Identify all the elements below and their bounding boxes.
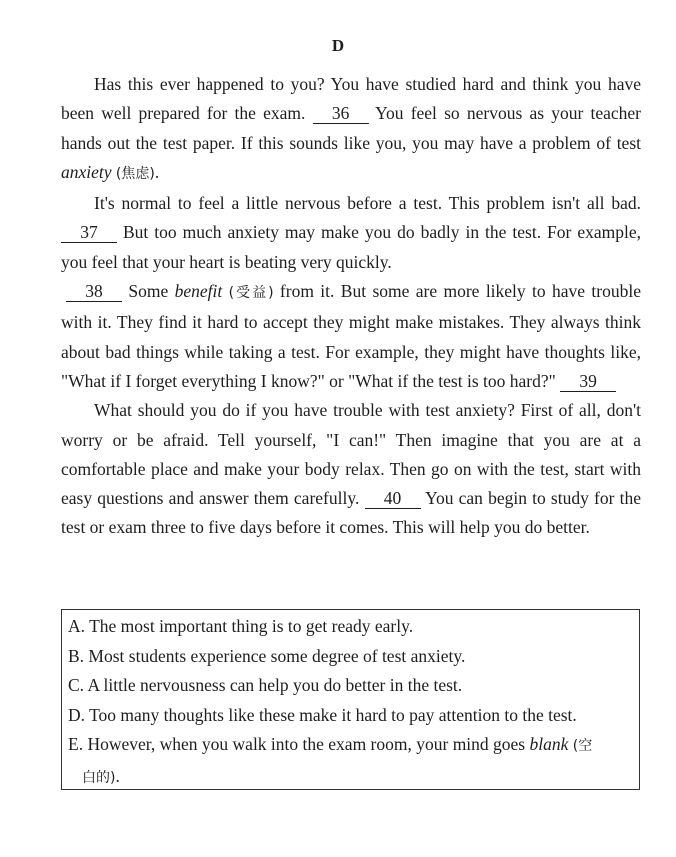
term-benefit: benefit bbox=[174, 281, 223, 302]
paragraph-3-text-b: from it. But some are more likely to have trouble with it. They find it hard to accept they might make mistakes. They always think about bad things while taking a test. For example, they might have thoughts like, "What if I forget everything I know?" or "What if the test is too hard?" bbox=[61, 281, 641, 391]
blank-38[interactable]: 38 bbox=[66, 281, 122, 302]
section-heading: D bbox=[331, 36, 345, 55]
term-blank-cn-1: (空 bbox=[572, 738, 593, 754]
option-b[interactable]: B. Most students experience some degree of test anxiety. bbox=[68, 645, 466, 666]
option-e-end: . bbox=[115, 765, 120, 786]
paragraph-1 bbox=[61, 70, 641, 189]
term-anxiety: anxiety bbox=[61, 161, 112, 182]
paragraph-4 bbox=[61, 396, 641, 542]
paragraph-4-text-a: What should you do if you have trouble with test anxiety? First of all, don't worry or be afraid. Tell yourself, "I can!" Then imagine that you are at a comfortable place and make your body relax. Then go on with the test, start with easy questions and answer them carefully. bbox=[61, 400, 641, 509]
paragraph-1-text-a: Has this ever happened to you? You have studied hard and think you have been well prepared for the exam. bbox=[61, 74, 641, 124]
option-d[interactable]: D. Too many thoughts like these make it hard to pay attention to the test. bbox=[68, 704, 577, 725]
option-c[interactable]: C. A little nervousness can help you do better in the test. bbox=[68, 675, 463, 695]
paragraph-4-text-b: You can begin to study for the test or exam three to five days before it comes. This will help you do better. bbox=[61, 488, 641, 538]
option-a[interactable]: A. The most important thing is to get ready early. bbox=[68, 616, 414, 636]
paragraph-1-end: . bbox=[154, 161, 160, 182]
reading-passage bbox=[61, 70, 641, 543]
paragraph-1-text-b: You feel so nervous as your teacher hands out the test paper. If this sounds like you, you may have a problem of test bbox=[61, 103, 641, 153]
paragraph-2-text-b: But too much anxiety may make you do badly in the test. For example, you feel that your heart is beating very quickly. bbox=[61, 222, 641, 272]
paragraph-3-text-a: Some bbox=[128, 281, 169, 302]
blank-37[interactable]: 37 bbox=[61, 222, 117, 243]
paragraph-2-text-a: It's normal to feel a little nervous before a test. This problem isn't all bad. bbox=[94, 193, 641, 214]
term-blank-cn-2: 白的) bbox=[82, 769, 116, 786]
option-e-text: E. However, when you walk into the exam room, your mind goes bbox=[68, 734, 526, 754]
blank-39[interactable]: 39 bbox=[560, 371, 616, 392]
blank-40[interactable]: 40 bbox=[365, 488, 421, 509]
answer-options-box bbox=[61, 609, 640, 790]
paragraph-3 bbox=[61, 277, 641, 396]
option-e[interactable] bbox=[68, 730, 639, 793]
term-anxiety-cn: (焦虑) bbox=[115, 165, 155, 182]
blank-36[interactable]: 36 bbox=[313, 103, 369, 124]
paragraph-2 bbox=[61, 189, 641, 277]
term-benefit-cn: (受益) bbox=[228, 285, 274, 302]
term-blank: blank bbox=[529, 734, 569, 754]
